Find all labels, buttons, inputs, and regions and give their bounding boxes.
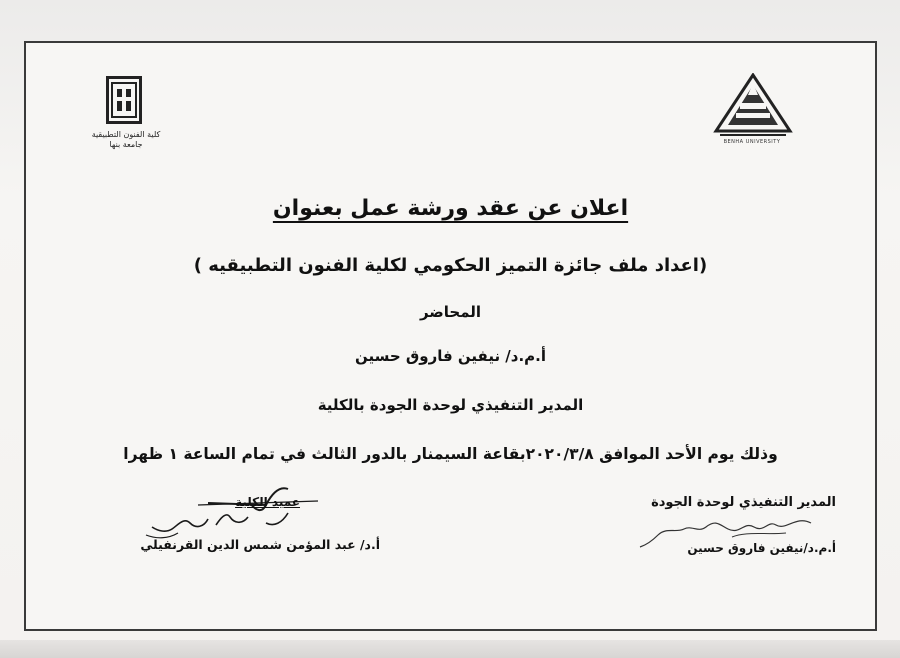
dean-role: عميد الكلية [235,495,300,509]
university-emblem-icon [712,73,794,139]
faculty-logo-emblem [106,76,142,124]
announcement-frame [24,41,877,631]
event-date-line: وذلك يوم الأحد الموافق ٢٠٢٠/٣/٨بقاعة السيمنار بالدور الثالث في تمام الساعة ١ ظهرا [123,445,778,463]
quality-director-role: المدير التنفيذي لوحدة الجودة [651,495,836,510]
university-logo [712,73,794,153]
lecturer-role: المدير التنفيذي لوحدة الجودة بالكلية [317,396,584,414]
dean-name: أ.د/ عبد المؤمن شمس الدين القرنفيلي [140,537,380,552]
bottom-edge [0,640,900,658]
quality-director-name: أ.م.د/نيفين فاروق حسين [687,541,836,555]
workshop-subtitle: (اعداد ملف جائزة التميز الحكومي لكلية الفنون التطبيقيه ) [193,255,708,276]
announcement-title: اعلان عن عقد ورشة عمل بعنوان [272,196,629,221]
lecturer-label: المحاضر [419,303,482,321]
handwritten-signature-left [138,483,328,543]
university-logo-caption: BENHA UNIVERSITY [723,139,781,145]
faculty-logo-caption: كلية الفنون التطبيقية جامعة بنها [91,130,161,149]
faculty-logo [86,76,166,176]
lecturer-name: أ.م.د/ نيفين فاروق حسين [354,347,547,365]
